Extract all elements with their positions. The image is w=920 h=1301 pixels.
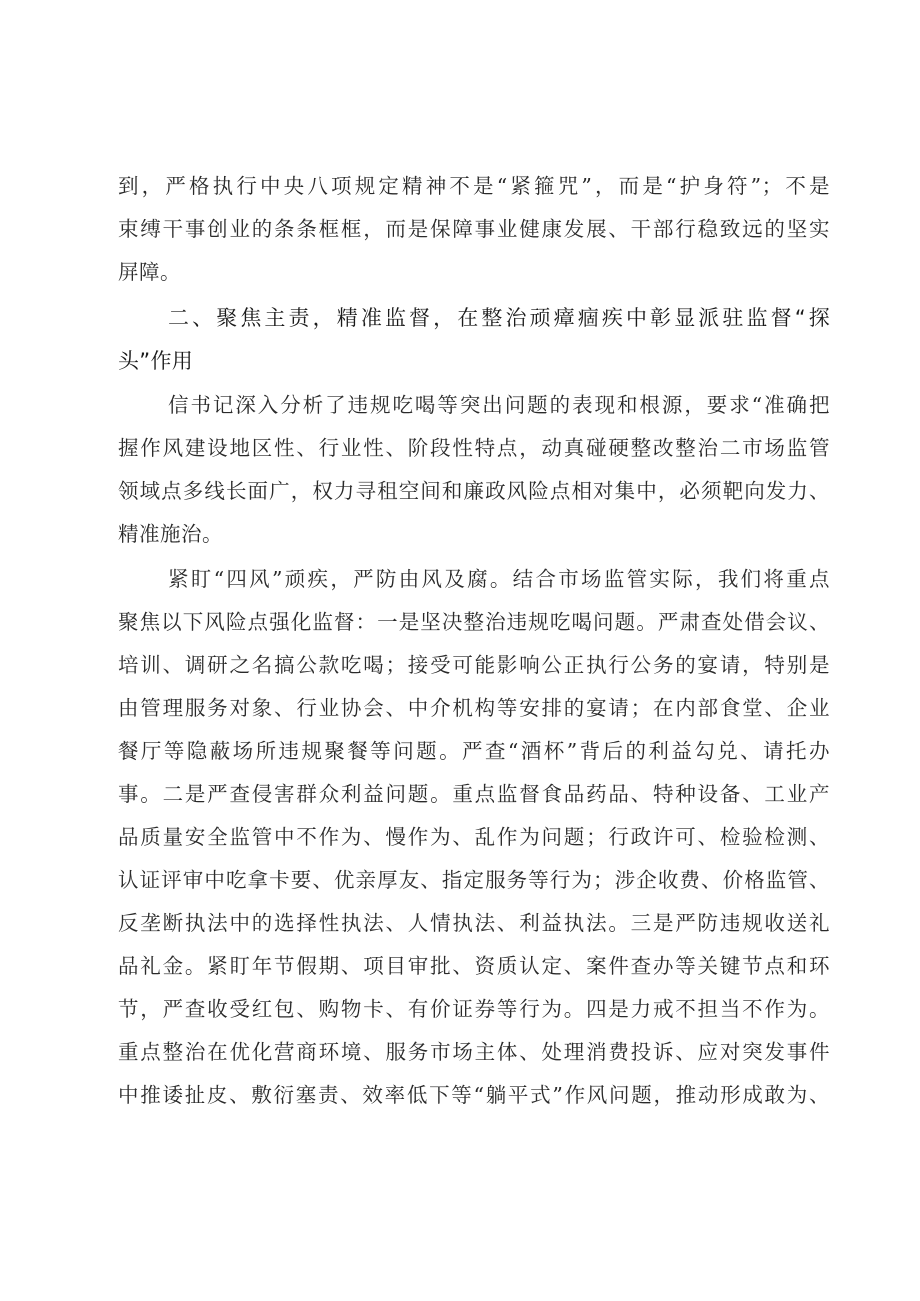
text-line: 反垄断执法中的选择性执法、人情执法、利益执法。三是严防违规收送礼 bbox=[118, 911, 830, 935]
paragraph bbox=[118, 389, 830, 561]
heading-line: 头”作用 bbox=[118, 349, 194, 373]
text-line: 由管理服务对象、行业协会、中介机构等安排的宴请；在内部食堂、企业 bbox=[118, 696, 830, 720]
heading-line: 二、聚焦主责，精准监督，在整治顽瘴痼疾中彰显派驻监督“探 bbox=[168, 306, 830, 330]
text-line: 精准施治。 bbox=[118, 522, 223, 546]
text-line: 握作风建设地区性、行业性、阶段性特点，动真碰硬整改整治二市场监管 bbox=[118, 436, 830, 460]
text-line: 餐厅等隐蔽场所违规聚餐等问题。严查“酒杯”背后的利益勾兑、请托办 bbox=[118, 739, 830, 763]
text-line: 屏障。 bbox=[118, 260, 181, 284]
section-heading bbox=[118, 302, 830, 388]
text-line: 紧盯“四风”顽疾，严防由风及腐。结合市场监管实际，我们将重点 bbox=[168, 567, 830, 591]
text-line: 品礼金。紧盯年节假期、项目审批、资质认定、案件查办等关键节点和环 bbox=[118, 954, 830, 978]
text-line: 束缚干事创业的条条框框，而是保障事业健康发展、干部行稳致远的坚实 bbox=[118, 217, 830, 241]
text-line: 聚焦以下风险点强化监督：一是坚决整治违规吃喝问题。严肃查处借会议、 bbox=[118, 610, 830, 634]
text-line: 领域点多线长面广，权力寻租空间和廉政风险点相对集中，必须靶向发力、 bbox=[118, 479, 830, 503]
text-line: 中推诿扯皮、敷衍塞责、效率低下等“躺平式”作风问题，推动形成敢为、 bbox=[118, 1083, 830, 1107]
text-line: 节，严查收受红包、购物卡、有价证券等行为。四是力戒不担当不作为。 bbox=[118, 997, 830, 1021]
text-line: 到，严格执行中央八项规定精神不是“紧箍咒”，而是“护身符”；不是 bbox=[118, 174, 830, 198]
paragraph bbox=[118, 563, 830, 1122]
text-line: 信书记深入分析了违规吃喝等突出问题的表现和根源，要求“准确把 bbox=[168, 393, 830, 417]
paragraph-continued bbox=[118, 170, 830, 299]
text-line: 培训、调研之名搞公款吃喝；接受可能影响公正执行公务的宴请，特别是 bbox=[118, 653, 830, 677]
text-line: 事。二是严查侵害群众利益问题。重点监督食品药品、特种设备、工业产 bbox=[118, 782, 830, 806]
text-line: 认证评审中吃拿卡要、优亲厚友、指定服务等行为；涉企收费、价格监管、 bbox=[118, 868, 830, 892]
document-body bbox=[118, 170, 830, 1122]
text-line: 重点整治在优化营商环境、服务市场主体、处理消费投诉、应对突发事件 bbox=[118, 1040, 830, 1064]
text-line: 品质量安全监管中不作为、慢作为、乱作为问题；行政许可、检验检测、 bbox=[118, 825, 830, 849]
